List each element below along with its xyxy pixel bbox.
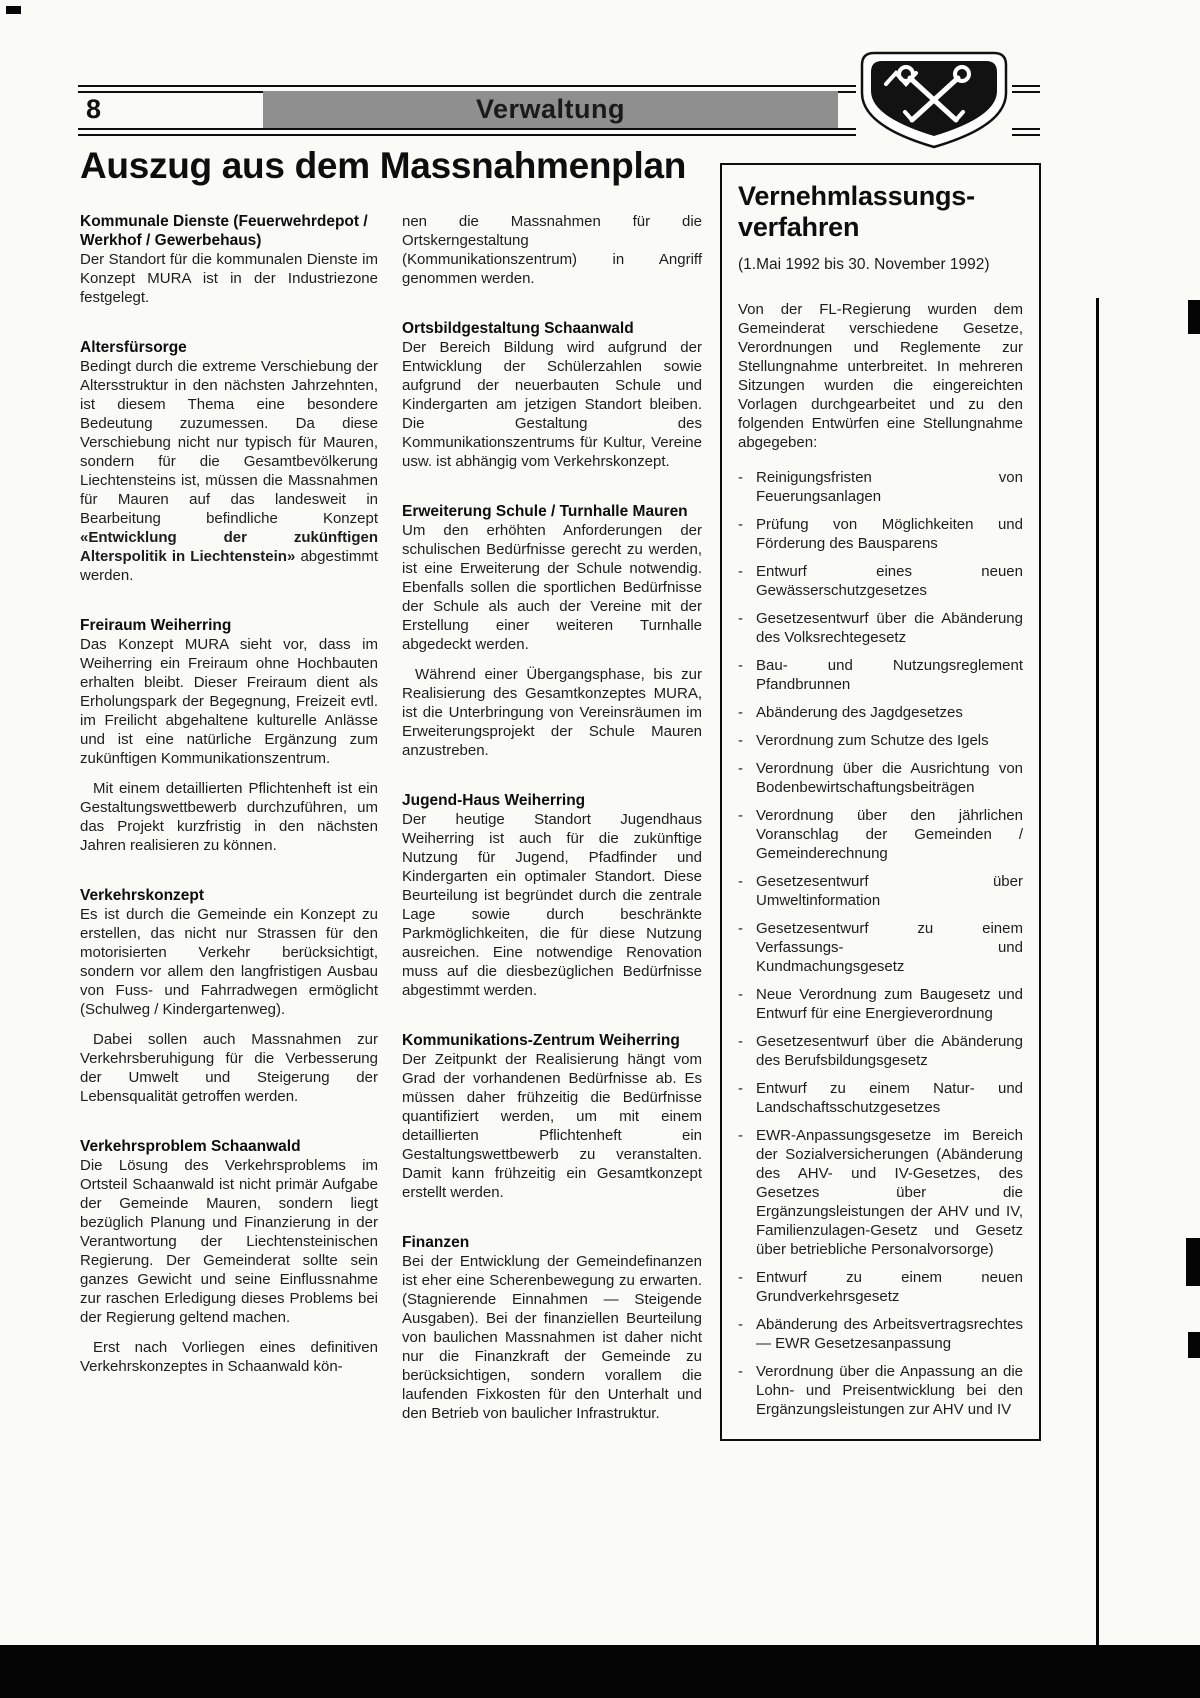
dash-bullet: - (738, 873, 743, 890)
article-section (402, 212, 702, 288)
consultation-item (738, 656, 1023, 694)
paragraph: Der Zeitpunkt der Realisierung hängt vom Grad der vorhandenen Bedürfnisse ab. Es müssen daher frühzeitig die Bedürfnisse quantifiziert werden, um mit einem detaillierten Pflichtenheft ein Gestaltungswettbewerb zu veranstalten. Damit kann frühzeitig ein Gesamtkonzept erstellt werden. (402, 1051, 702, 1201)
consultation-item (738, 468, 1023, 506)
consultation-item (738, 1362, 1023, 1419)
dash-bullet: - (738, 1080, 743, 1097)
consultation-item-text: Prüfung von Möglichkeiten und Förderung des Bausparens (756, 516, 1023, 552)
article-column-1 (80, 163, 378, 1441)
article-section (80, 886, 378, 1106)
paragraph: Während einer Übergangsphase, bis zur Realisierung des Gesamtkonzeptes MURA, ist die Unterbringung von Vereinsräumen im Erweiterungsprojekt der Schule Mauren anzustreben. (402, 666, 702, 759)
article-section (80, 338, 378, 585)
paragraph: Dabei sollen auch Massnahmen zur Verkehrsberuhigung für die Verbesserung der Umwelt und Steigerung der Lebensqualität getroffen werden. (80, 1031, 378, 1105)
consultation-item (738, 1126, 1023, 1259)
consultation-item-text: EWR-Anpassungsgesetze im Bereich der Sozialversicherungen (Abänderung des AHV- und IV-Gesetzes, des Gesetzes über die Ergänzungsleistungen der AHV und IV, Familienzulagen-Gesetz und Gesetz über betriebliche Personalvorsorge) (756, 1127, 1023, 1258)
section-title-band (263, 91, 838, 128)
consultation-item (738, 1032, 1023, 1070)
consultation-item-text: Bau- und Nutzungsreglement Pfandbrunnen (756, 657, 1023, 693)
dash-bullet: - (738, 986, 743, 1003)
consultation-item-text: Entwurf eines neuen Gewässerschutzgesetzes (756, 563, 1023, 599)
consultation-item-text: Neue Verordnung zum Baugesetz und Entwurf für eine Energieverordnung (756, 986, 1023, 1022)
scan-artifact-tick (1188, 1332, 1200, 1358)
paragraph: Um den erhöhten Anforderungen der schulischen Bedürfnisse gerecht zu werden, ist eine Erweiterung der Schule notwendig. Ebenfalls sollen die sportlichen Bedürfnisse der Schule als auch der Vereine mit der Erstellung einer weiteren Turnhalle abgedeckt werden. (402, 522, 702, 653)
consultation-item-text: Abänderung des Jagdgesetzes (756, 704, 963, 721)
consultation-item-text: Gesetzesentwurf über die Abänderung des Berufsbildungsgesetz (756, 1033, 1023, 1069)
consultation-item (738, 806, 1023, 863)
page-number: 8 (86, 94, 102, 124)
article-section (402, 791, 702, 1000)
dash-bullet: - (738, 657, 743, 674)
consultation-item (738, 731, 1023, 750)
article-section (80, 1137, 378, 1376)
dash-bullet: - (738, 1269, 743, 1286)
consultation-item (738, 562, 1023, 600)
article-section (402, 502, 702, 760)
sidebar-intro: Von der FL-Regierung wurden dem Gemeinderat verschiedene Gesetze, Verordnungen und Reglemente zur Stellungnahme unterbreitet. In mehreren Sitzungen wurden die eingereichten Vorlagen durchgearbeitet und zu den folgenden Entwürfen eine Stellungnahme abgegeben: (738, 301, 1023, 451)
dash-bullet: - (738, 732, 743, 749)
dash-bullet: - (738, 563, 743, 580)
paragraph: nen die Massnahmen für die Ortskerngestaltung (Kommunikationszentrum) in Angriff genommen werden. (402, 213, 702, 287)
article-headline: Auszug aus dem Massnahmenplan (80, 145, 687, 186)
consultation-item (738, 872, 1023, 910)
dash-bullet: - (738, 1363, 743, 1380)
consultation-item-text: Gesetzesentwurf über Umweltinformation (756, 873, 1023, 909)
consultation-item (738, 1079, 1023, 1117)
consultation-item (738, 703, 1023, 722)
municipal-crest-logo (856, 48, 1012, 154)
section-heading: Ortsbildgestaltung Schaanwald (402, 320, 634, 337)
scan-artifact-tick (1186, 1238, 1200, 1286)
paragraph: Der heutige Standort Jugendhaus Weiherring ist auch für die zukünftige Nutzung für Jugend, Pfadfinder und Kindergarten ein optimaler Standort. Diese Beurteilung ist begründet durch die zentrale Lage sowie durch beschränkte Parkmöglichkeiten, die für diese Nutzung ausreichen. Eine notwendige Renovation muss auf die diesbezüglichen Bedürfnisse abgestimmt werden. (402, 811, 702, 999)
consultation-items-list (738, 468, 1023, 1419)
consultation-item-text: Entwurf zu einem Natur- und Landschaftsschutzgesetzes (756, 1080, 1023, 1116)
consultation-item-text: Entwurf zu einem neuen Grundverkehrsgesetz (756, 1269, 1023, 1305)
section-heading: Finanzen (402, 1234, 470, 1251)
dash-bullet: - (738, 807, 743, 824)
dash-bullet: - (738, 1033, 743, 1050)
dash-bullet: - (738, 760, 743, 777)
section-heading: Freiraum Weiherring (80, 617, 232, 634)
sidebar-title: Vernehmlassungs- verfahren (738, 181, 975, 242)
consultation-item (738, 515, 1023, 553)
dash-bullet: - (738, 1316, 743, 1333)
dash-bullet: - (738, 1127, 743, 1144)
consultation-item (738, 1268, 1023, 1306)
dash-bullet: - (738, 704, 743, 721)
consultation-item-text: Abänderung des Arbeitsvertragsrechtes — EWR Gesetzesanpassung (756, 1316, 1023, 1352)
paragraph: Mit einem detaillierten Pflichtenheft ist ein Gestaltungswettbewerb durchzuführen, um das Projekt kurzfristig in den nächsten Jahren realisieren zu können. (80, 780, 378, 854)
article-column-2 (402, 163, 702, 1441)
consultation-item (738, 919, 1023, 976)
sidebar-date-range: (1.Mai 1992 bis 30. November 1992) (738, 256, 990, 273)
sidebar-box-consultation (720, 163, 1041, 1441)
section-heading: Verkehrskonzept (80, 887, 205, 904)
paragraph: Es ist durch die Gemeinde ein Konzept zu erstellen, das nicht nur Strassen für den motorisierten Verkehr berücksichtigt, sondern vor allem den langfristigen Ausbau von Fuss- und Fahrradwegen ermöglicht (Schulweg / Kindergartenweg). (80, 906, 378, 1018)
article-section (402, 1233, 702, 1423)
scan-artifact-tick (1188, 300, 1200, 334)
scan-artifact-tick (6, 6, 21, 14)
section-heading: Kommunale Dienste (Feuerwehrdepot / Werkhof / Gewerbehaus) (80, 213, 368, 249)
section-heading: Kommunikations-Zentrum Weiherring (402, 1032, 680, 1049)
consultation-item (738, 985, 1023, 1023)
paragraph: Die Lösung des Verkehrsproblems im Ortsteil Schaanwald ist nicht primär Aufgabe der Gemeinde Mauren, sondern liegt bezüglich Planung und Finanzierung in der Verantwortung der Liechtensteinischen Regierung. Der Gemeinderat sollte sein ganzes Gewicht und seine Einflussnahme zur raschen Erledigung dieses Problems bei der Regierung geltend machen. (80, 1157, 378, 1326)
consultation-item-text: Verordnung über die Ausrichtung von Bodenbewirtschaftungsbeiträgen (756, 760, 1023, 796)
paragraph: Bei der Entwicklung der Gemeindefinanzen ist eher eine Scherenbewegung zu erwarten. (Stagnierende Einnahmen — Steigende Ausgaben). Bei der finanziellen Beurteilung von baulichen Massnahmen ist daher nicht nur die Finanzkraft der Gemeinde zu berücksichtigen, sondern vorallem die laufenden Fixkosten für den Unterhalt und den Betrieb von baulicher Infrastruktur. (402, 1253, 702, 1422)
dash-bullet: - (738, 920, 743, 937)
consultation-item (738, 1315, 1023, 1353)
paragraph: Der Bereich Bildung wird aufgrund der Entwicklung der Schülerzahlen sowie aufgrund der neuerbauten Schule und Kindergarten am jetzigen Standort bleiben. Die Gestaltung des Kommunikationszentrums für Kultur, Vereine usw. ist abhängig vom Verkehrskonzept. (402, 339, 702, 470)
paragraph: Erst nach Vorliegen eines definitiven Verkehrskonzeptes in Schaanwald kön- (80, 1339, 378, 1375)
section-heading: Erweiterung Schule / Turnhalle Mauren (402, 503, 688, 520)
crest-shield-icon (856, 48, 1012, 154)
section-title: Verwaltung (475, 94, 626, 124)
section-heading: Verkehrsproblem Schaanwald (80, 1138, 301, 1155)
paragraph: Das Konzept MURA sieht vor, dass im Weiherring ein Freiraum ohne Hochbauten erhalten bleibt. Dieser Freiraum dient als Erholungspark der Begegnung, Freizeit evtl. im Freilicht abgehaltene kulturelle Anlässe und ist eine natürliche Ergänzung zum zukünftigen Kommunikationszentrum. (80, 636, 378, 767)
dash-bullet: - (738, 516, 743, 533)
scan-artifact-right-line (1096, 298, 1099, 1645)
section-heading: Altersfürsorge (80, 339, 187, 356)
consultation-item-text: Verordnung über den jährlichen Voranschlag der Gemeinden / Gemeinderechnung (756, 807, 1023, 862)
consultation-item (738, 759, 1023, 797)
article-section (80, 616, 378, 855)
paragraph: Bedingt durch die extreme Verschiebung der Altersstruktur in den nächsten Jahrzehnten, ist diesem Thema eine besondere Bedeutung zuzumessen. Da diese Verschiebung nicht nur typisch für Mauren, sondern für die Gesamtbevölkerung Liechtensteins ist, müssen die Massnahmen für Mauren auf das landesweit in Bearbeitung befindliche Konzept «Entwicklung der zukünftigen Alterspolitik in Liechtenstein» abgestimmt werden. (80, 358, 378, 584)
consultation-item-text: Gesetzesentwurf über die Abänderung des Volksrechtegesetz (756, 610, 1023, 646)
article-section (402, 1031, 702, 1202)
consultation-item-text: Verordnung zum Schutze des Igels (756, 732, 989, 749)
paragraph: Der Standort für die kommunalen Dienste im Konzept MURA ist in der Industriezone festgelegt. (80, 251, 378, 306)
scan-artifact-bottom-bar (0, 1645, 1200, 1698)
article-section (402, 319, 702, 471)
section-heading: Jugend-Haus Weiherring (402, 792, 586, 809)
article-section (80, 212, 378, 307)
consultation-item-text: Gesetzesentwurf zu einem Verfassungs- und Kundmachungsgesetz (756, 920, 1023, 975)
consultation-item (738, 609, 1023, 647)
dash-bullet: - (738, 469, 743, 486)
dash-bullet: - (738, 610, 743, 627)
page-body (80, 163, 1043, 1441)
consultation-item-text: Reinigungsfristen von Feuerungsanlagen (756, 469, 1023, 505)
consultation-item-text: Verordnung über die Anpassung an die Lohn- und Preisentwicklung bei den Ergänzungsleistungen zur AHV und IV (756, 1363, 1023, 1418)
